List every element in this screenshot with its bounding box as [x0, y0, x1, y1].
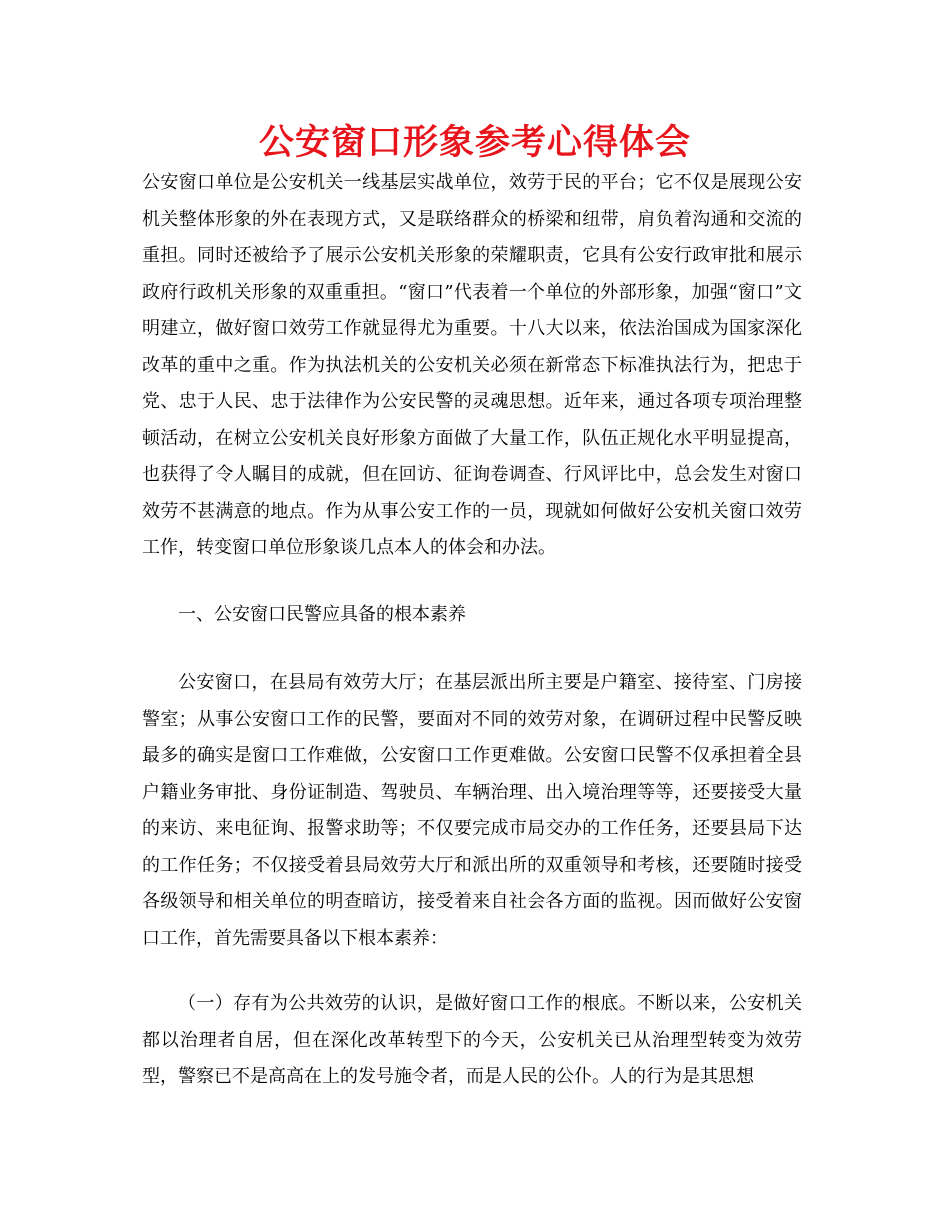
document-title: 公安窗口形象参考心得体会 [258, 123, 691, 163]
point-paragraph: （一）存有为公共效劳的认识，是做好窗口工作的根底。不断以来，公安机关都以治理者自居，但在深化改革转型下的今天，公安机关已从治理型转变为效劳型，警察已不是高高在上的发号施令者，而是人民的公仆。人的行为是其思想 [142, 993, 802, 1087]
section-heading: 一、公安窗口民警应具备的根本素养 [178, 604, 466, 625]
section-paragraph: 公安窗口，在县局有效劳大厅；在基层派出所主要是户籍室、接待室、门房接警室；从事公安窗口工作的民警，要面对不同的效劳对象，在调研过程中民警反映最多的确实是窗口工作难做，公安窗口工作更难做。公安窗口民警不仅承担着全县户籍业务审批、身份证制造、驾驶员、车辆治理、出入境治理等等，还要接受大量的来访、来电征询、报警求助等；不仅要完成市局交办的工作任务，还要县局下达的工作任务；不仅接受着县局效劳大厅和派出所的双重领导和考核，还要随时接受各级领导和相关单位的明查暗访，接受着来自社会各方面的监视。因而做好公安窗口工作，首先需要具备以下根本素养： [142, 672, 802, 949]
intro-paragraph: 公安窗口单位是公安机关一线基层实战单位，效劳于民的平台；它不仅是展现公安机关整体形象的外在表现方式，又是联络群众的桥梁和纽带，肩负着沟通和交流的重担。同时还被给予了展示公安机关形象的荣耀职责，它具有公安行政审批和展示政府行政机关形象的双重重担。“窗口”代表着一个单位的外部形象，加强“窗口”文明建立，做好窗口效劳工作就显得尤为重要。十八大以来，依法治国成为国家深化改革的重中之重。作为执法机关的公安机关必须在新常态下标准执法行为，把忠于党、忠于人民、忠于法律作为公安民警的灵魂思想。近年来，通过各项专项治理整顿活动，在树立公安机关良好形象方面做了大量工作，队伍正规化水平明显提高，也获得了令人瞩目的成就，但在回访、征询卷调查、行风评比中，总会发生对窗口效劳不甚满意的地点。作为从事公安工作的一员，现就如何做好公安机关窗口效劳工作，转变窗口单位形象谈几点本人的体会和办法。 [142, 172, 802, 558]
